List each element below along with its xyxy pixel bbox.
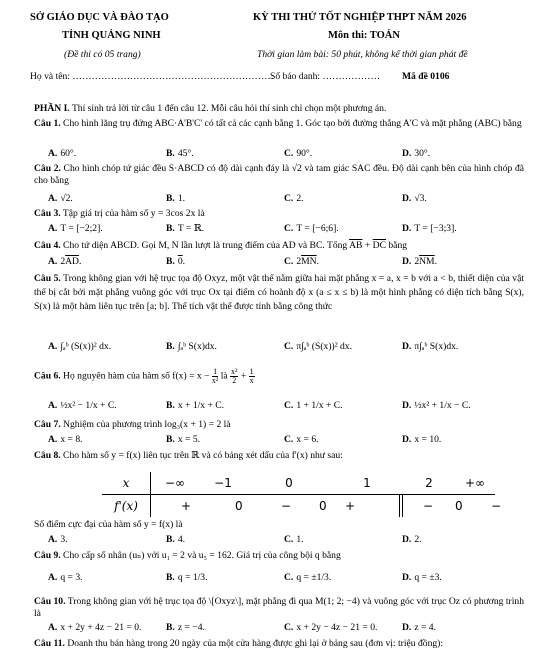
q5-option-b[interactable]: B. ∫ₐᵇ S(x)dx. (166, 341, 217, 352)
province-name: TỈNH QUẢNG NINH (62, 30, 161, 41)
sign-cell: − (491, 499, 502, 513)
q4-option-d[interactable]: D. $2\overline{NM}$. (402, 256, 437, 267)
exam-code: Mã đề 0106 (402, 71, 450, 82)
sign-table (102, 472, 502, 517)
question-8-options (48, 534, 518, 546)
q6-option-b[interactable]: B. x + 1/x + C. (166, 400, 225, 411)
question-8: Câu 8. Cho hàm số y = f(x) liên tục trên ℝ và có bảng xét dấu của f'(x) như sau: (34, 450, 343, 461)
q2-option-c[interactable]: C. 2. (284, 193, 304, 204)
question-11: Câu 11. Doanh thu bán hàng trong 20 ngày của một cửa hàng được ghi lại ở bảng sau (đơn vị: triệu đồng): (34, 638, 444, 649)
question-10-options (48, 622, 518, 634)
q7-option-c[interactable]: C. x = 6. (284, 434, 319, 445)
sign-cell: − (281, 499, 292, 513)
q2-option-b[interactable]: B. 1. (166, 193, 186, 204)
question-2-options (48, 193, 518, 205)
sign-cell: − (423, 499, 434, 513)
sign-table-fprime-label: f'(x) (102, 495, 151, 518)
page-count-note: (Đề thi có 05 trang) (64, 49, 141, 60)
q3-option-c[interactable]: C. T = [−6;6]. (284, 223, 339, 234)
q5-option-a[interactable]: A. ∫ₐᵇ (S(x))² dx. (48, 341, 112, 352)
part1-instruction: PHẦN I. Thí sinh trả lời từ câu 1 đến câu 12. Mỗi câu hỏi thí sinh chỉ chọn một phương án. (34, 103, 387, 114)
q1-option-d[interactable]: D. 30°. (402, 148, 431, 159)
q3-option-a[interactable]: A. T = [−2;2]. (48, 223, 103, 234)
sign-table-x-value: −1 (199, 472, 247, 495)
sign-cell: 0 (455, 499, 463, 513)
discontinuity-mark (399, 495, 403, 517)
question-8-prompt: Số điểm cực đại của hàm số y = f(x) là (34, 519, 183, 530)
q2-option-d[interactable]: D. √3. (402, 193, 427, 204)
candidate-name-field: Họ và tên: ……………………………………………………… (30, 71, 274, 82)
q9-option-d[interactable]: D. q = ±3. (402, 572, 442, 583)
q10-option-d[interactable]: D. z = 4. (402, 622, 436, 633)
question-5-options (48, 341, 518, 353)
question-4-options (48, 256, 518, 268)
q6-option-d[interactable]: D. ½x² + 1/x − C. (402, 400, 471, 411)
q1-option-b[interactable]: B. 45°. (166, 148, 194, 159)
q6-option-c[interactable]: C. 1 + 1/x + C. (284, 400, 343, 411)
q9-option-b[interactable]: B. q = 1/3. (166, 572, 208, 583)
q8-option-b[interactable]: B. 4. (166, 534, 186, 545)
q1-option-c[interactable]: C. 90°. (284, 148, 313, 159)
q5-option-c[interactable]: C. π∫ₐᵇ (S(x))² dx. (284, 341, 352, 352)
sign-table-x-value: 2 (403, 472, 455, 495)
sign-table-x-value: −∞ (151, 472, 200, 495)
q9-option-a[interactable]: A. q = 3. (48, 572, 83, 583)
question-9: Câu 9. Cho cấp số nhân (uₙ) với u₁ = 2 và u₅ = 162. Giá trị của công bội q bằng (34, 550, 341, 561)
question-10: Câu 10. Trong không gian với hệ trục tọa độ \[Oxyz\], mặt phẳng đi qua M(1; 2; −4) và vuông góc với trục Oz có phương trình là (34, 596, 524, 619)
exam-title: KỲ THI THỬ TỐT NGHIỆP THPT NĂM 2026 (253, 12, 467, 23)
q1-option-a[interactable]: A. 60°. (48, 148, 77, 159)
sign-table-x-value: +∞ (455, 472, 495, 495)
q10-option-c[interactable]: C. x + 2y − 4z − 21 = 0. (284, 622, 378, 633)
q4-option-a[interactable]: A. $2\overline{AD}$. (48, 256, 82, 267)
sign-cell: + (181, 499, 192, 513)
question-1: Câu 1. Cho hình lăng trụ đứng ABC·A'B'C' có tất cả các cạnh bằng 1. Góc tạo bởi đường thẳng A'C và mặt phẳng (ABC) bằng (34, 118, 522, 129)
q7-option-b[interactable]: B. x = 5. (166, 434, 201, 445)
q3-option-b[interactable]: B. T = ℝ. (166, 223, 205, 234)
sign-cell: + (345, 499, 356, 513)
question-3-options (48, 223, 518, 235)
q9-option-c[interactable]: C. q = ±1/3. (284, 572, 332, 583)
question-9-options (48, 572, 518, 584)
dept-name: SỞ GIÁO DỤC VÀ ĐÀO TẠO (30, 12, 169, 23)
sign-table-x-value: 1 (331, 472, 403, 495)
sign-cell: 0 (319, 499, 327, 513)
question-3: Câu 3. Tập giá trị của hàm số y = 3cos 2x là (34, 208, 205, 219)
q5-option-d[interactable]: D. π∫ₐᵇ S(x)dx. (402, 341, 459, 352)
sign-table-signs (151, 495, 502, 518)
question-4: Câu 4. Cho tứ diện ABCD. Gọi M, N lần lượt là trung điểm của AD và BC. Tổng $\overline{AB} + \overline{DC}$ bằng (34, 240, 408, 251)
q10-option-a[interactable]: A. x + 2y + 4z − 21 = 0. (48, 622, 142, 633)
q7-option-d[interactable]: D. x = 10. (402, 434, 442, 445)
question-7-options (48, 434, 518, 446)
question-2: Câu 2. Cho hình chóp tứ giác đều S·ABCD có độ dài cạnh đáy là √2 và tam giác SAC đều. Độ dài cạnh bên của hình chóp đã cho bằng (34, 163, 525, 186)
q2-option-a[interactable]: A. √2. (48, 193, 73, 204)
q4-option-b[interactable]: B. 0. (166, 256, 186, 267)
question-6-options (48, 400, 518, 412)
q8-option-c[interactable]: C. 1. (284, 534, 304, 545)
q6-option-a[interactable]: A. ½x² − 1/x + C. (48, 400, 117, 411)
sign-table-x-value: 0 (247, 472, 331, 495)
q8-option-a[interactable]: A. 3. (48, 534, 68, 545)
sign-table-derivative-row (102, 495, 495, 518)
sign-table-x-label: x (102, 472, 151, 495)
q8-option-d[interactable]: D. 2. (402, 534, 422, 545)
question-7: Câu 7. Nghiệm của phương trình log₃(x + 1) = 2 là (34, 419, 231, 430)
q10-option-b[interactable]: B. z = −4. (166, 622, 205, 633)
question-1-options (48, 148, 518, 160)
sign-table-x-row (102, 472, 495, 495)
q7-option-a[interactable]: A. x = 8. (48, 434, 83, 445)
subject-label: Môn thi: TOÁN (328, 30, 400, 41)
question-5: Câu 5. Trong không gian với hệ trục tọa độ Oxyz, một vật thể nằm giữa hai mặt phẳng x = a, x = b với a < b, thiết diện của vật thể bị cắt bởi mặt phẳng vuông góc với trục Ox tại điểm có hoành độ x (a ≤ x ≤ b) là một hình phẳng có diện tích bằng S(x), S(x) là một hàm liên tục trên [a; b]. Thể tích vật thể được tính bằng công thức (34, 273, 525, 312)
q3-option-d[interactable]: D. T = [−3;3]. (402, 223, 457, 234)
candidate-number-field: Số báo danh: ……………… (270, 71, 381, 82)
q4-option-c[interactable]: C. $2\overline{MN}$. (284, 256, 319, 267)
time-note: Thời gian làm bài: 50 phút, không kể thời gian phát đề (257, 49, 468, 60)
question-6: Câu 6. Họ nguyên hàm của hàm số f(x) = x − $\frac{1}{\text{x²}}$ là $\frac{\text{x²}}{2}$ + $\frac{1}{x}$ (34, 367, 254, 385)
sign-cell: 0 (235, 499, 243, 513)
